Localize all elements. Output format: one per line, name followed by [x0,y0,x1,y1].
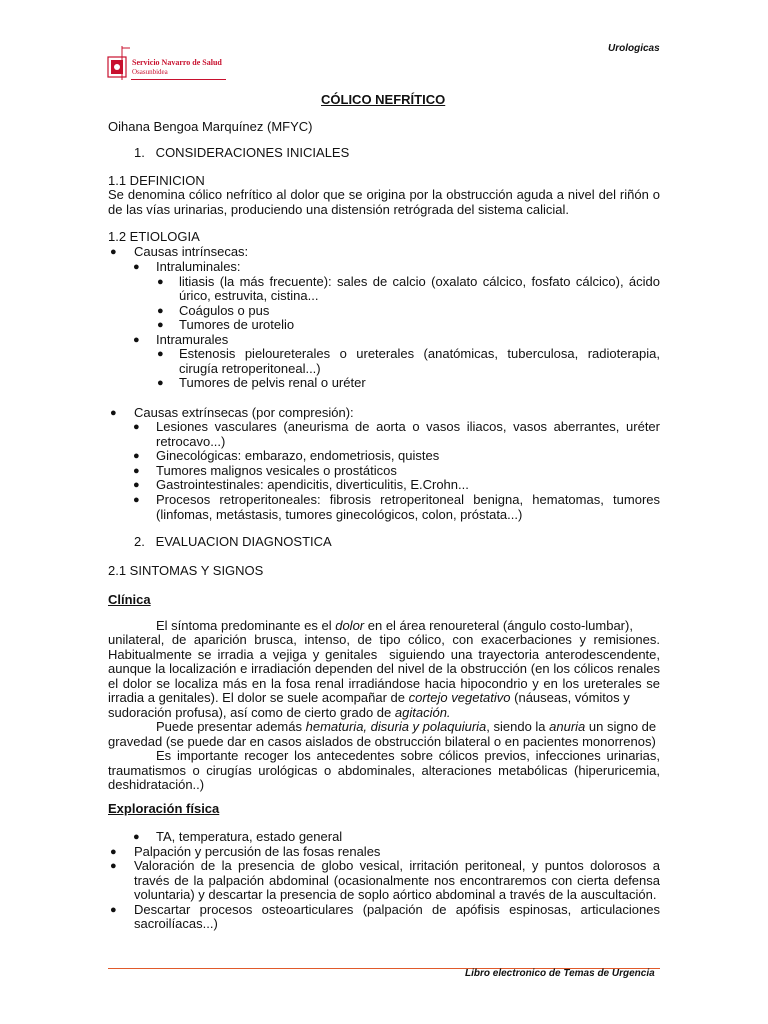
definicion-line-2: de las vías urinarias, produciendo una distensión retrógrada del sistema calicial. [108,202,570,217]
list-item: Coágulos o pus [179,303,270,318]
clinica-p3-line-1: Es importante recoger los antecedentes sobre cólicos previos, infecciones urinarias, [156,748,660,763]
list-item: Palpación y percusión de las fosas renales [134,844,381,859]
clinica-p2-line-1: Puede presentar además hematuria, disuria y polaquiuria, siendo la anuria un signo de [156,719,657,734]
author: Oihana Bengoa Marquínez (MFYC) [108,119,313,134]
list-item: Valoración de la presencia de globo vesical, irritación peritoneal, y puntos dolorosos a [134,858,660,873]
bullet-icon: ● [110,407,117,419]
logo-underline [131,79,226,80]
definicion-line-1: Se denomina cólico nefrítico al dolor que se origina por la obstrucción aguda a nivel del riñón o [108,187,660,202]
clinica-heading: Clínica [108,592,151,607]
bullet-icon: ● [133,261,140,273]
list-item: Intraluminales: [156,259,241,274]
clinica-p2-line-2: gravedad (se puede dar en casos aislados de obstrucción bilateral o en pacientes monorrenos) [108,734,656,749]
list-item-cont: cirugía retroperitoneal...) [179,361,321,376]
list-item-cont: úrico, estruvita, cistina... [179,288,319,303]
clinica-p3-line-3: deshidratación..) [108,777,205,792]
bullet-icon: ● [110,860,117,872]
list-item: TA, temperatura, estado general [156,829,343,844]
list-item: Ginecológicas: embarazo, endometriosis, quistes [156,448,440,463]
list-item: Descartar procesos osteoarticulares (palpación de apófisis espinosas, articulaciones [134,902,660,917]
logo-lines [120,46,130,85]
list-item-cont: través de la palpación abdominal (ocasionalmente nos encontraremos con cierta defensa [134,873,660,888]
bullet-icon: ● [110,846,117,858]
bullet-icon: ● [110,246,117,258]
sintomas-heading: 2.1 SINTOMAS Y SIGNOS [108,563,264,578]
list-item: Estenosis pieloureterales o ureterales (anatómicas, tuberculosa, radioterapia, [179,346,660,361]
clinica-line-1: El síntoma predominante es el dolor en el área renoureteral (ángulo costo-lumbar), [156,618,633,633]
list-item: Intramurales [156,332,229,347]
bullet-icon: ● [110,904,117,916]
clinica-line-5: el dolor se localiza más en la fosa renal irradiándose hacia hipocondrio y en los ureterales se [108,676,660,691]
bullet-icon: ● [133,831,140,843]
exploracion-heading: Exploración física [108,801,220,816]
footer-text: Libro electronico de Temas de Urgencia [465,968,655,979]
list-item: Tumores de pelvis renal o uréter [179,375,366,390]
clinica-line-3: Habitualmente se irradia a vejiga y genitales siguiendo una trayectoria anterodescendente, [108,647,660,662]
clinica-line-7: sudoración profusa), así como de cierto grado de agitación. [108,705,451,720]
list-item: Causas intrínsecas: [134,244,249,259]
bullet-icon: ● [157,305,164,317]
list-item: Tumores malignos vesicales o prostáticos [156,463,397,478]
list-item: Gastrointestinales: apendicitis, diverticulitis, E.Crohn... [156,477,469,492]
bullet-icon: ● [133,494,140,506]
definicion-heading: 1.1 DEFINICION [108,173,205,188]
bullet-icon: ● [133,465,140,477]
bullet-icon: ● [157,348,164,360]
etiologia-heading: 1.2 ETIOLOGIA [108,229,200,244]
list-item: litiasis (la más frecuente): sales de calcio (oxalato cálcico, fosfato cálcico), ácido [179,274,660,289]
section-2-heading: 2. EVALUACION DIAGNOSTICA [134,534,332,549]
clinica-line-4: aunque la localización e irradiación dependen del nivel de la obstrucción (en los cólicos renales [108,661,660,676]
bullet-icon: ● [133,450,140,462]
list-item: Procesos retroperitoneales: fibrosis retroperitoneal benigna, hematomas, tumores [156,492,660,507]
bullet-icon: ● [157,377,164,389]
bullet-icon: ● [157,319,164,331]
clinica-line-2: unilateral, de aparición brusca, intenso, de tipo cólico, con exacerbaciones y remisiones. [108,632,660,647]
list-item: Lesiones vasculares (aneurisma de aorta o vasos iliacos, vasos aberrantes, uréter [156,419,660,434]
clinica-p3-line-2: traumatismos o cirugías urológicas o abdominales, alteraciones metabólicas (hiperuricemia, [108,763,660,778]
bullet-icon: ● [157,276,164,288]
list-item-cont: voluntaria) y descartar la presencia de soplo aórtico abdominal a través de la auscultación. [134,887,657,902]
list-item-cont: retrocavo...) [156,434,226,449]
header-tag: Urologicas [608,43,660,54]
list-item-cont: sacroilíacas...) [134,916,218,931]
bullet-icon: ● [133,479,140,491]
list-item: Causas extrínsecas (por compresión): [134,405,354,420]
list-item: Tumores de urotelio [179,317,295,332]
page-title: CÓLICO NEFRÍTICO [321,92,446,107]
bullet-icon: ● [133,334,140,346]
clinica-line-6: irradia a genitales). El dolor se suele acompañar de cortejo vegetativo (náuseas, vómitos y [108,690,630,705]
list-item-cont: (linfomas, metástasis, tumores ginecológicos, colon, próstata...) [156,507,523,522]
logo-text-1: Servicio Navarro de Salud [132,58,222,67]
logo-text-2: Osasunbidea [132,68,168,76]
section-1-heading: 1. CONSIDERACIONES INICIALES [134,145,350,160]
bullet-icon: ● [133,421,140,433]
